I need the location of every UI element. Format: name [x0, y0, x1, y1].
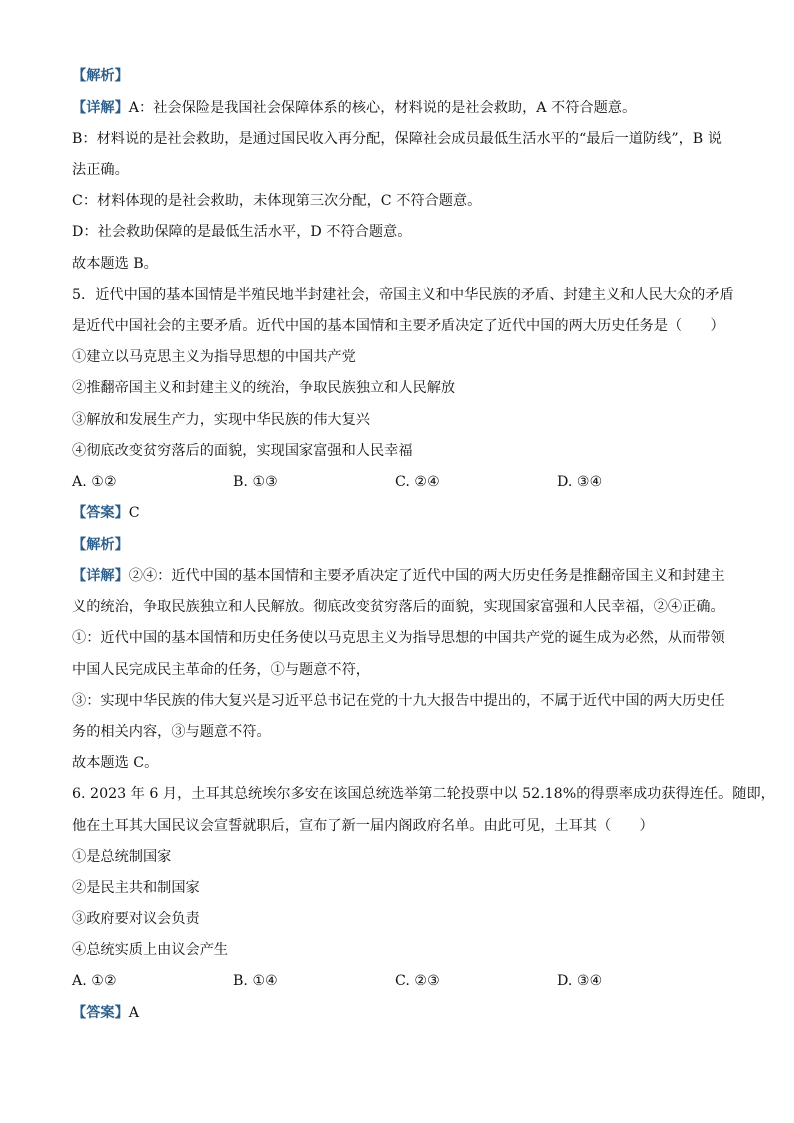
q6-answer-value: A [128, 1005, 140, 1021]
q6-item-1: ①是总统制国家 [72, 849, 172, 865]
q4-detail-line-b1: B：材料说的是社会救助，是通过国民收入再分配，保障社会成员最低生活水平的“最后一道防线”，B 说 [72, 131, 722, 147]
q5-item-1: ①建立以马克思主义为指导思想的中国共产党 [72, 349, 356, 365]
q5-item-4: ④彻底改变贫穷落后的面貌，实现国家富强和人民幸福 [72, 443, 413, 459]
q5-detail-1-text: ②④：近代中国的基本国情和主要矛盾决定了近代中国的两大历史任务是推翻帝国主义和封建主 [128, 568, 725, 584]
q6-answer-label: 【答案】 [72, 1005, 129, 1021]
q6-stem-line-2: 他在土耳其大国民议会宣誓就职后，宣布了新一届内阁政府名单。由此可见，土耳其（ ） [72, 818, 654, 834]
q5-item-2: ②推翻帝国主义和封建主义的统治，争取民族独立和人民解放 [72, 380, 456, 396]
q5-option-b: B. ①③ [233, 474, 278, 490]
q5-conclusion: 故本题选 C。 [72, 755, 159, 771]
q4-detail-line-d: D：社会救助保障的是最低生活水平，D 不符合题意。 [72, 224, 412, 240]
q5-detail-line-1 [72, 566, 725, 586]
q5-answer-value: C [128, 505, 140, 521]
q6-item-3: ③政府要对议会负责 [72, 911, 200, 927]
q5-item-3: ③解放和发展生产力，实现中华民族的伟大复兴 [72, 412, 370, 428]
q4-conclusion: 故本题选 B。 [72, 256, 158, 272]
q5-detail-line-2: 义的统治，争取民族独立和人民解放。彻底改变贫穷落后的面貌，实现国家富强和人民幸福，②④正确。 [72, 599, 725, 615]
q5-stem-line-2: 是近代中国社会的主要矛盾。近代中国的基本国情和主要矛盾决定了近代中国的两大历史任务是（ ） [72, 318, 725, 334]
q5-detail-line-5: ③：实现中华民族的伟大复兴是习近平总书记在党的十九大报告中提出的，不属于近代中国的两大历史任 [72, 693, 725, 709]
q5-option-c: C. ②④ [395, 474, 440, 490]
q6-item-4: ④总统实质上由议会产生 [72, 942, 229, 958]
q5-detail-line-6: 务的相关内容，③与题意不符。 [72, 724, 271, 740]
q6-option-a: A. ①② [72, 973, 117, 989]
q4-detail-a-text: A：社会保险是我国社会保障体系的核心，材料说的是社会救助，A 不符合题意。 [128, 100, 637, 116]
q6-item-2: ②是民主共和制国家 [72, 880, 200, 896]
q6-option-d: D. ③④ [557, 973, 603, 989]
q6-answer [72, 1003, 722, 1023]
answer-label: 【答案】 [72, 505, 129, 521]
q6-stem-line-1: 6. 2023 年 6 月，土耳其总统埃尔多安在该国总统选举第二轮投票中以 52.18%的得票率成功获得连任。随即， [72, 786, 775, 802]
q5-answer [72, 503, 722, 523]
q5-detail-label: 【详解】 [72, 568, 129, 584]
q5-option-a: A. ①② [72, 474, 117, 490]
q5-detail-line-4: 中国人民完成民主革命的任务，①与题意不符， [72, 662, 370, 678]
q4-detail-line-a [72, 98, 722, 118]
analysis-heading: 【解析】 [72, 68, 129, 84]
q5-analysis-heading: 【解析】 [72, 537, 129, 553]
q4-detail-line-c: C：材料体现的是社会救助，未体现第三次分配，C 不符合题意。 [72, 193, 482, 209]
q5-detail-line-3: ①：近代中国的基本国情和历史任务使以马克思主义为指导思想的中国共产党的诞生成为必然，从而带领 [72, 630, 725, 646]
q5-option-d: D. ③④ [557, 474, 603, 490]
q4-detail-line-b2: 法正确。 [72, 162, 129, 178]
q6-option-b: B. ①④ [233, 973, 278, 989]
q6-option-c: C. ②③ [395, 973, 440, 989]
q5-stem-line-1: 5．近代中国的基本国情是半殖民地半封建社会，帝国主义和中华民族的矛盾、封建主义和人民大众的矛盾 [72, 287, 734, 303]
detail-label: 【详解】 [72, 100, 129, 116]
